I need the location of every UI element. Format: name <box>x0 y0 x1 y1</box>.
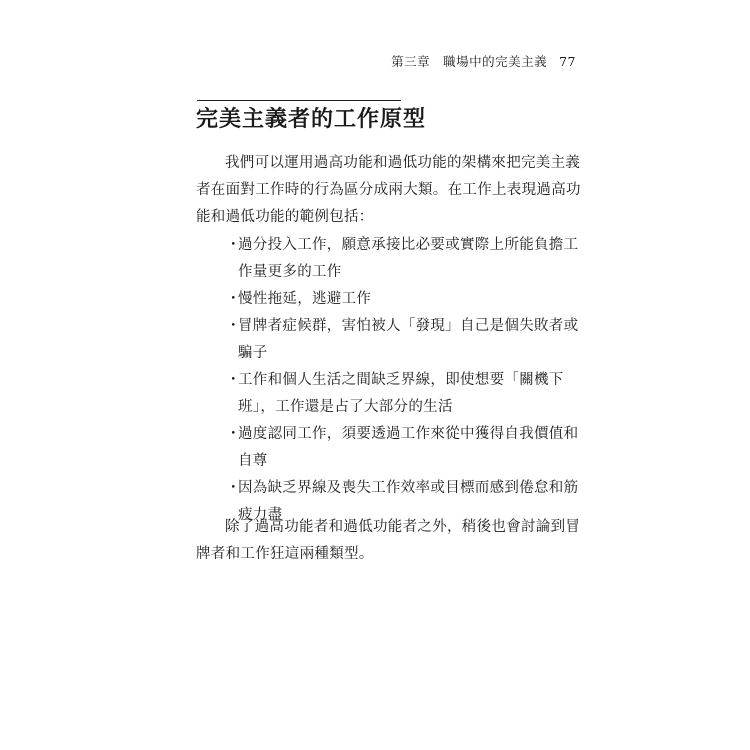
running-header <box>391 52 576 70</box>
intro-paragraph: 我們可以運用過高功能和過低功能的架構來把完美主義者在面對工作時的行為區分成兩大類。在工作上表現過高功能和過低功能的範例包括： <box>196 155 581 225</box>
bullet-marker: ・ <box>226 291 241 307</box>
title-rule <box>197 100 401 101</box>
bullet-marker: ・ <box>226 480 241 496</box>
bullet-marker: ・ <box>226 318 241 334</box>
section-title: 完美主義者的工作原型 <box>196 106 427 132</box>
list-item <box>226 367 592 421</box>
bullet-marker: ・ <box>226 372 241 388</box>
closing-paragraph: 除了過高功能者和過低功能者之外，稍後也會討論到冒牌者和工作狂這兩種類型。 <box>196 519 581 562</box>
page-number: 77 <box>559 54 576 69</box>
list-item-text: 慢性拖延，逃避工作 <box>238 291 372 307</box>
bullet-list <box>226 232 592 529</box>
chapter-title: 第三章 職場中的完美主義 <box>391 54 548 69</box>
list-item-text: 過分投入工作，願意承接比必要或實際上所能負擔工作量更多的工作 <box>238 237 579 280</box>
bullet-marker: ・ <box>226 426 241 442</box>
list-item-text: 過度認同工作，須要透過工作來從中獲得自我價值和自尊 <box>238 426 579 469</box>
list-item-text: 工作和個人生活之間缺乏界線，即使想要「關機下班」，工作還是占了大部分的生活 <box>238 372 564 415</box>
list-item <box>226 313 592 367</box>
list-item-text: 因為缺乏界線及喪失工作效率或目標而感到倦怠和筋疲力盡 <box>238 480 579 523</box>
list-item <box>226 421 592 475</box>
list-item-text: 冒牌者症候群，害怕被人「發現」自己是個失敗者或騙子 <box>238 318 579 361</box>
list-item <box>226 286 592 313</box>
bullet-marker: ・ <box>226 237 241 253</box>
list-item <box>226 232 592 286</box>
